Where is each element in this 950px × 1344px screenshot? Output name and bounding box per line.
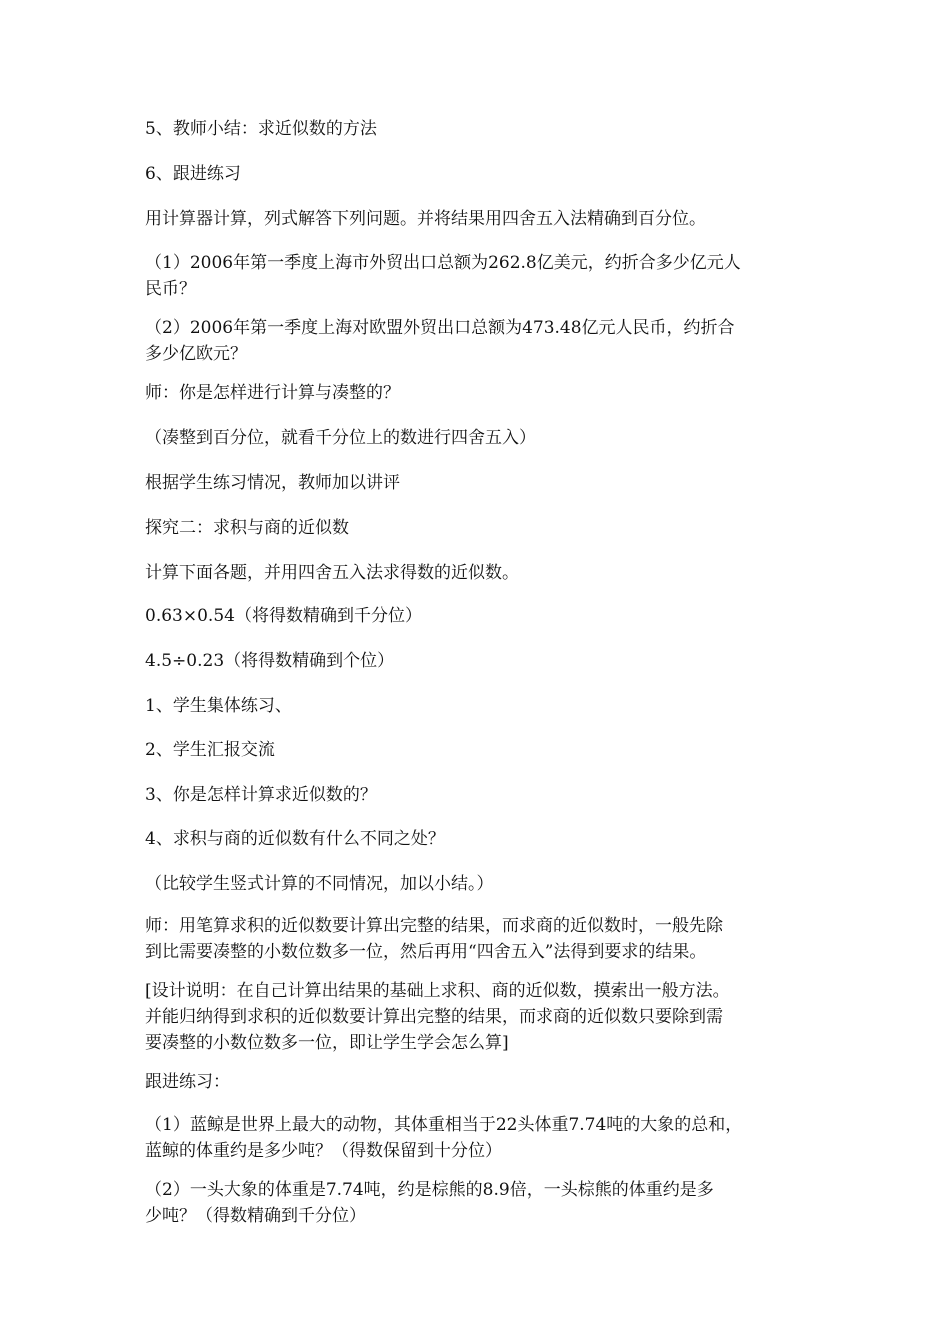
paragraph-calculate-instruction: 计算下面各题，并用四舍五入法求得数的近似数。 xyxy=(145,563,519,583)
paragraph-exercise-2: （2）一头大象的体重是7.74吨，约是棕熊的8.9倍，一头棕熊的体重约是多 少吨？（得数精确到千分位） xyxy=(145,1180,714,1226)
paragraph-teacher-ask: 师：你是怎样进行计算与凑整的？ xyxy=(145,383,400,403)
paragraph-step-3: 3、你是怎样计算求近似数的？ xyxy=(145,785,377,805)
paragraph-step-1: 1、学生集体练习、 xyxy=(145,696,292,716)
paragraph-follow-up-heading: 跟进练习： xyxy=(145,1072,230,1092)
paragraph-problem-quotient: 4.5÷0.23（将得数精确到个位） xyxy=(145,651,395,671)
paragraph-compare-note: （比较学生竖式计算的不同情况，加以小结。） xyxy=(145,874,494,894)
paragraph-exercise-1: （1）蓝鲸是世界上最大的动物，其体重相当于22头体重7.74吨的大象的总和， 蓝鲸的体重约是多少吨？（得数保留到十分位） xyxy=(145,1115,743,1161)
paragraph-teacher-summary: 5、教师小结：求近似数的方法 xyxy=(145,119,377,139)
paragraph-follow-up-practice: 6、跟进练习 xyxy=(145,164,241,184)
paragraph-design-notes: [设计说明：在自己计算出结果的基础上求积、商的近似数，摸索出一般方法。 并能归纳得到求积的近似数要计算出完整的结果，而求商的近似数只要除到需 要凑整的小数位数多一位，即让学生学会怎么算] xyxy=(145,981,730,1053)
paragraph-step-2: 2、学生汇报交流 xyxy=(145,740,275,760)
paragraph-rounding-note: （凑整到百分位，就看千分位上的数进行四舍五入） xyxy=(145,428,536,448)
paragraph-problem-product: 0.63×0.54（将得数精确到千分位） xyxy=(145,606,422,626)
paragraph-step-4: 4、求积与商的近似数有什么不同之处？ xyxy=(145,829,445,849)
paragraph-calculator-instruction: 用计算器计算，列式解答下列问题。并将结果用四舍五入法精确到百分位。 xyxy=(145,209,706,229)
paragraph-question-1: （1）2006年第一季度上海市外贸出口总额为262.8亿美元，约折合多少亿元人 民币？ xyxy=(145,253,741,299)
paragraph-teacher-review: 根据学生练习情况，教师加以讲评 xyxy=(145,473,400,493)
paragraph-teacher-explain: 师：用笔算求积的近似数要计算出完整的结果，而求商的近似数时，一般先除 到比需要凑整的小数位数多一位，然后再用“四舍五入”法得到要求的结果。 xyxy=(145,916,723,962)
paragraph-exploration-two: 探究二：求积与商的近似数 xyxy=(145,518,349,538)
paragraph-question-2: （2）2006年第一季度上海对欧盟外贸出口总额为473.48亿元人民币，约折合 多少亿欧元？ xyxy=(145,318,735,364)
